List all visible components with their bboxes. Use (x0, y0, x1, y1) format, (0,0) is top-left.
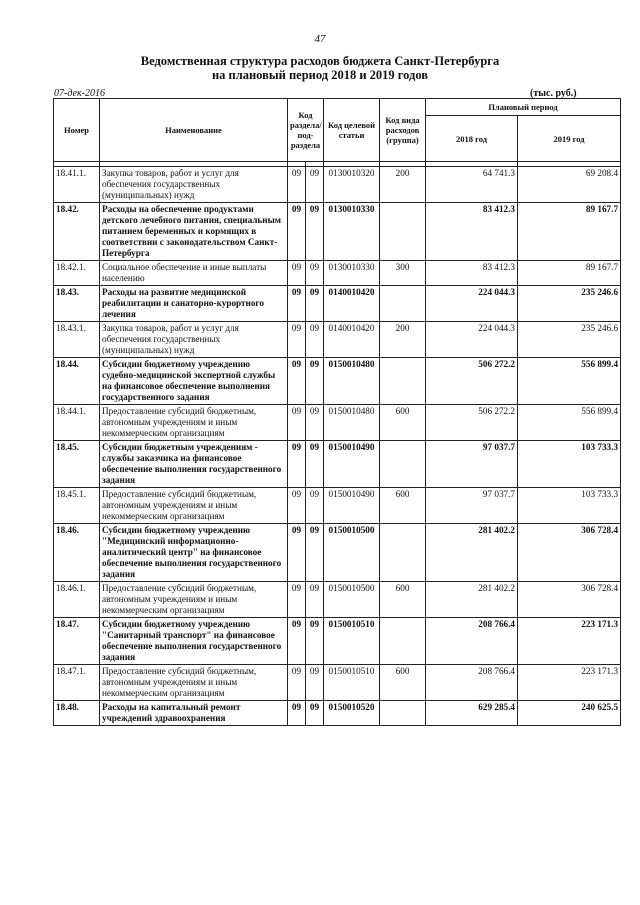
row-subsection: 09 (306, 582, 324, 618)
row-kind: 600 (380, 405, 426, 441)
budget-table (53, 98, 621, 726)
row-kind (380, 286, 426, 322)
row-kind: 600 (380, 488, 426, 524)
row-article: 0150010520 (324, 701, 380, 726)
row-value-2019: 223 171.3 (518, 665, 621, 701)
row-subsection: 09 (306, 488, 324, 524)
row-section: 09 (288, 405, 306, 441)
row-subsection: 09 (306, 322, 324, 358)
row-value-2018: 208 766.4 (426, 618, 518, 665)
row-article: 0150010510 (324, 618, 380, 665)
header-article: Код целевой статьи (324, 99, 380, 162)
row-value-2019: 223 171.3 (518, 618, 621, 665)
row-value-2018: 208 766.4 (426, 665, 518, 701)
row-value-2019: 556 899.4 (518, 405, 621, 441)
row-value-2018: 224 044.3 (426, 286, 518, 322)
row-section: 09 (288, 488, 306, 524)
row-number: 18.45.1. (54, 488, 100, 524)
row-subsection: 09 (306, 358, 324, 405)
title-line-1: Ведомственная структура расходов бюджета Санкт-Петербурга (140, 54, 500, 68)
row-section: 09 (288, 358, 306, 405)
row-subsection: 09 (306, 441, 324, 488)
header-name: Наименование (100, 99, 288, 162)
row-subsection: 09 (306, 405, 324, 441)
row-section: 09 (288, 322, 306, 358)
row-kind: 600 (380, 665, 426, 701)
row-value-2019: 235 246.6 (518, 286, 621, 322)
row-value-2019: 103 733.3 (518, 488, 621, 524)
row-article: 0140010420 (324, 286, 380, 322)
table-row (54, 405, 621, 441)
row-section: 09 (288, 582, 306, 618)
table-row (54, 618, 621, 665)
row-number: 18.44.1. (54, 405, 100, 441)
header-row-1 (54, 99, 621, 116)
row-number: 18.46. (54, 524, 100, 582)
row-section: 09 (288, 524, 306, 582)
row-name: Социальное обеспечение и иные выплаты населению (100, 261, 288, 286)
table-row (54, 203, 621, 261)
row-number: 18.42.1. (54, 261, 100, 286)
table-row (54, 261, 621, 286)
row-name: Предоставление субсидий бюджетным, автономным учреждениям и иным некоммерческим организациям (100, 665, 288, 701)
table-row (54, 665, 621, 701)
row-name: Субсидии бюджетным учреждениям - службы заказчика на финансовое обеспечение выполнения государственного задания (100, 441, 288, 488)
row-section: 09 (288, 286, 306, 322)
row-value-2019: 69 208.4 (518, 167, 621, 203)
row-subsection: 09 (306, 286, 324, 322)
row-kind (380, 618, 426, 665)
title-line-2: на плановый период 2018 и 2019 годов (211, 68, 429, 82)
row-value-2018: 64 741.3 (426, 167, 518, 203)
row-value-2018: 97 037.7 (426, 488, 518, 524)
table-row (54, 286, 621, 322)
table-row (54, 167, 621, 203)
row-value-2019: 235 246.6 (518, 322, 621, 358)
row-kind: 200 (380, 322, 426, 358)
row-section: 09 (288, 261, 306, 286)
row-section: 09 (288, 441, 306, 488)
table-row (54, 701, 621, 726)
table-row (54, 524, 621, 582)
row-section: 09 (288, 203, 306, 261)
row-name: Расходы на капитальный ремонт учреждений здравоохранения (100, 701, 288, 726)
row-value-2019: 240 625.5 (518, 701, 621, 726)
row-section: 09 (288, 701, 306, 726)
row-article: 0140010420 (324, 322, 380, 358)
row-name: Субсидии бюджетному учреждению "Медицинский информационно-аналитический центр" на финансовое обеспечение выполнения государственного задания (100, 524, 288, 582)
row-subsection: 09 (306, 524, 324, 582)
row-number: 18.44. (54, 358, 100, 405)
table-row (54, 441, 621, 488)
row-value-2018: 97 037.7 (426, 441, 518, 488)
document-title (0, 54, 640, 82)
row-kind (380, 358, 426, 405)
units-label: (тыс. руб.) (530, 88, 577, 99)
document-date: 07-дек-2016 (54, 88, 105, 99)
row-value-2019: 103 733.3 (518, 441, 621, 488)
row-name: Закупка товаров, работ и услуг для обеспечения государственных (муниципальных) нужд (100, 322, 288, 358)
row-value-2018: 83 412.3 (426, 203, 518, 261)
row-value-2018: 83 412.3 (426, 261, 518, 286)
row-name: Предоставление субсидий бюджетным, автономным учреждениям и иным некоммерческим организациям (100, 488, 288, 524)
row-value-2019: 556 899.4 (518, 358, 621, 405)
row-number: 18.45. (54, 441, 100, 488)
row-value-2019: 89 167.7 (518, 261, 621, 286)
row-number: 18.48. (54, 701, 100, 726)
row-name: Расходы на обеспечение продуктами детского лечебного питания, специальным питанием беременных и кормящих в соответствии с законодательством Санкт-Петербурга (100, 203, 288, 261)
table-row (54, 488, 621, 524)
row-article: 0130010320 (324, 167, 380, 203)
row-number: 18.41.1. (54, 167, 100, 203)
row-name: Предоставление субсидий бюджетным, автономным учреждениям и иным некоммерческим организациям (100, 582, 288, 618)
row-kind (380, 441, 426, 488)
row-value-2019: 306 728.4 (518, 582, 621, 618)
row-kind (380, 701, 426, 726)
row-article: 0150010490 (324, 488, 380, 524)
row-value-2018: 629 285.4 (426, 701, 518, 726)
row-number: 18.47.1. (54, 665, 100, 701)
row-article: 0150010510 (324, 665, 380, 701)
header-2018: 2018 год (426, 116, 518, 162)
header-plan: Плановый период (426, 99, 621, 116)
row-value-2018: 506 272.2 (426, 405, 518, 441)
row-article: 0150010490 (324, 441, 380, 488)
row-number: 18.42. (54, 203, 100, 261)
table-row (54, 322, 621, 358)
row-subsection: 09 (306, 167, 324, 203)
row-article: 0130010330 (324, 261, 380, 286)
row-article: 0150010480 (324, 405, 380, 441)
row-section: 09 (288, 665, 306, 701)
row-number: 18.47. (54, 618, 100, 665)
row-subsection: 09 (306, 701, 324, 726)
row-value-2018: 281 402.2 (426, 524, 518, 582)
row-name: Субсидии бюджетному учреждению "Санитарный транспорт" на финансовое обеспечение выполнения государственного задания (100, 618, 288, 665)
row-kind: 600 (380, 582, 426, 618)
row-name: Расходы на развитие медицинской реабилитации и санаторно-курортного лечения (100, 286, 288, 322)
row-value-2019: 306 728.4 (518, 524, 621, 582)
row-name: Предоставление субсидий бюджетным, автономным учреждениям и иным некоммерческим организациям (100, 405, 288, 441)
row-kind (380, 524, 426, 582)
row-subsection: 09 (306, 665, 324, 701)
row-article: 0150010500 (324, 524, 380, 582)
header-2019: 2019 год (518, 116, 621, 162)
row-name: Субсидии бюджетному учреждению судебно-медицинской экспертной службы на финансовое обеспечение выполнения государственного задания (100, 358, 288, 405)
row-value-2019: 89 167.7 (518, 203, 621, 261)
row-value-2018: 281 402.2 (426, 582, 518, 618)
page-number: 47 (314, 33, 326, 45)
row-article: 0130010330 (324, 203, 380, 261)
row-kind: 300 (380, 261, 426, 286)
table-row (54, 582, 621, 618)
table-row (54, 358, 621, 405)
row-section: 09 (288, 618, 306, 665)
row-value-2018: 224 044.3 (426, 322, 518, 358)
row-number: 18.46.1. (54, 582, 100, 618)
row-number: 18.43.1. (54, 322, 100, 358)
row-article: 0150010480 (324, 358, 380, 405)
row-kind (380, 203, 426, 261)
row-section: 09 (288, 167, 306, 203)
header-number: Номер (54, 99, 100, 162)
table-body (54, 167, 621, 726)
row-subsection: 09 (306, 618, 324, 665)
row-name: Закупка товаров, работ и услуг для обеспечения государственных (муниципальных) нужд (100, 167, 288, 203)
row-number: 18.43. (54, 286, 100, 322)
row-subsection: 09 (306, 203, 324, 261)
row-value-2018: 506 272.2 (426, 358, 518, 405)
row-kind: 200 (380, 167, 426, 203)
header-section: Код раздела/ под- раздела (288, 99, 324, 162)
header-kind: Код вида расходов (группа) (380, 99, 426, 162)
row-article: 0150010500 (324, 582, 380, 618)
row-subsection: 09 (306, 261, 324, 286)
